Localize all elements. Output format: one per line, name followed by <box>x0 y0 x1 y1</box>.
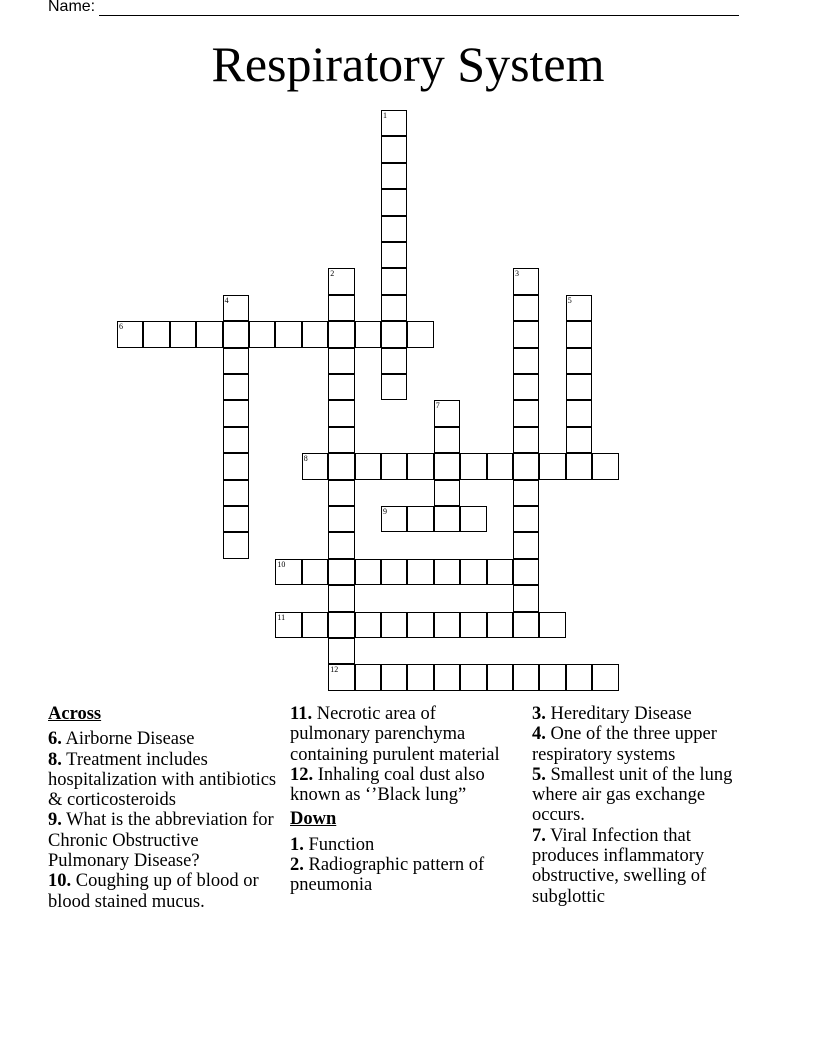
clue-item <box>532 765 762 826</box>
crossword-cell[interactable] <box>460 506 486 532</box>
crossword-cell[interactable] <box>355 321 381 347</box>
crossword-cell[interactable] <box>513 506 539 532</box>
crossword-cell[interactable] <box>302 453 328 479</box>
crossword-cell[interactable] <box>566 321 592 347</box>
crossword-cell[interactable] <box>170 321 196 347</box>
clue-item-number: 12. <box>290 764 314 785</box>
crossword-cell[interactable] <box>513 295 539 321</box>
crossword-cell[interactable] <box>381 664 407 690</box>
clue-item-number: 3. <box>532 704 546 724</box>
crossword-cell[interactable] <box>328 585 354 611</box>
clue-item <box>290 835 520 855</box>
across-clue-list <box>48 729 278 912</box>
crossword-cell[interactable] <box>381 348 407 374</box>
crossword-cell[interactable] <box>328 532 354 558</box>
clue-item <box>48 810 278 871</box>
crossword-cell[interactable] <box>487 559 513 585</box>
crossword-cell[interactable] <box>381 242 407 268</box>
crossword-cell[interactable] <box>223 453 249 479</box>
crossword-cell[interactable] <box>328 295 354 321</box>
crossword-cell[interactable] <box>381 163 407 189</box>
clue-item-number: 8. <box>48 749 62 770</box>
crossword-cell[interactable] <box>434 400 460 426</box>
across-clue-list-continued <box>290 704 520 805</box>
crossword-cell[interactable] <box>539 664 565 690</box>
down-clue-list <box>290 835 520 896</box>
clue-number: 6 <box>119 322 123 332</box>
crossword-cell[interactable] <box>513 532 539 558</box>
crossword-cell[interactable] <box>223 480 249 506</box>
clue-item-text: Radiographic pattern of pneumonia <box>290 855 485 896</box>
crossword-cell[interactable] <box>434 664 460 690</box>
crossword-cell[interactable] <box>328 453 354 479</box>
clue-item <box>48 871 278 912</box>
clue-item-number: 9. <box>48 810 62 831</box>
clue-item-text: Viral Infection that produces inflammatory obstructive, swelling of subglottic <box>532 825 707 907</box>
clue-item-number: 2. <box>290 855 304 876</box>
crossword-cell[interactable] <box>328 268 354 294</box>
crossword-cell[interactable] <box>407 664 433 690</box>
crossword-cell[interactable] <box>434 612 460 638</box>
clue-number: 2 <box>330 269 335 279</box>
clue-item-text: Inhaling coal dust also known as ‘’Black lung” <box>290 764 485 806</box>
crossword-cell[interactable] <box>223 295 249 321</box>
crossword-cell[interactable] <box>513 453 539 479</box>
crossword-cell[interactable] <box>275 321 301 347</box>
down-clue-list-continued <box>532 704 762 907</box>
crossword-cell[interactable] <box>513 559 539 585</box>
crossword-cell[interactable] <box>487 453 513 479</box>
name-label: Name: <box>48 0 96 15</box>
crossword-cell[interactable] <box>566 664 592 690</box>
clue-item <box>48 729 278 749</box>
crossword-cell[interactable] <box>117 321 143 347</box>
crossword-cell[interactable] <box>460 453 486 479</box>
crossword-cell[interactable] <box>328 638 354 664</box>
clue-item <box>532 724 762 765</box>
crossword-cell[interactable] <box>328 559 354 585</box>
crossword-cell[interactable] <box>460 612 486 638</box>
crossword-cell[interactable] <box>302 321 328 347</box>
crossword-cell[interactable] <box>328 321 354 347</box>
crossword-cell[interactable] <box>566 348 592 374</box>
crossword-cell[interactable] <box>592 453 618 479</box>
crossword-cell[interactable] <box>381 216 407 242</box>
clue-number: 11 <box>277 612 286 622</box>
crossword-cell[interactable] <box>434 427 460 453</box>
crossword-cell[interactable] <box>223 506 249 532</box>
crossword-cell[interactable] <box>302 612 328 638</box>
crossword-cell[interactable] <box>223 321 249 347</box>
crossword-cell[interactable] <box>223 427 249 453</box>
crossword-cell[interactable] <box>328 400 354 426</box>
clue-item <box>48 750 278 811</box>
crossword-cell[interactable] <box>381 268 407 294</box>
clue-item-number: 4. <box>532 724 546 745</box>
crossword-cell[interactable] <box>407 506 433 532</box>
clue-number: 10 <box>277 559 286 569</box>
crossword-cell[interactable] <box>381 295 407 321</box>
crossword-cell[interactable] <box>539 612 565 638</box>
crossword-cell[interactable] <box>566 453 592 479</box>
clues-column-2 <box>290 704 520 896</box>
crossword-cell[interactable] <box>328 374 354 400</box>
crossword-cell[interactable] <box>513 480 539 506</box>
crossword-cell[interactable] <box>249 321 275 347</box>
clue-item-number: 10. <box>48 871 72 892</box>
crossword-cell[interactable] <box>381 506 407 532</box>
clue-number: 1 <box>383 111 387 120</box>
clue-item-text: One of the three upper respiratory systems <box>532 724 717 765</box>
crossword-cell[interactable] <box>513 374 539 400</box>
crossword-cell[interactable] <box>381 559 407 585</box>
clue-item-number: 6. <box>48 729 62 750</box>
clue-number: 4 <box>224 295 229 305</box>
clue-item-text: Function <box>308 834 375 855</box>
crossword-cell[interactable] <box>143 321 169 347</box>
across-heading: Across <box>48 704 102 724</box>
crossword-cell[interactable] <box>513 612 539 638</box>
page-title: Respiratory System <box>211 36 605 92</box>
clue-item-text: Necrotic area of pulmonary parenchyma containing purulent material <box>290 704 500 765</box>
clue-item-text: Hereditary Disease <box>550 704 692 724</box>
down-heading: Down <box>290 809 337 830</box>
clue-item <box>290 855 520 896</box>
clue-item <box>532 704 762 724</box>
crossword-cell[interactable] <box>566 374 592 400</box>
crossword-cell[interactable] <box>407 559 433 585</box>
crossword-cell[interactable] <box>592 664 618 690</box>
crossword-cell[interactable] <box>355 612 381 638</box>
clue-number: 3 <box>515 269 519 279</box>
crossword-cell[interactable] <box>513 400 539 426</box>
crossword-cell[interactable] <box>407 321 433 347</box>
crossword-cell[interactable] <box>302 559 328 585</box>
crossword-cell[interactable] <box>381 110 407 136</box>
crossword-cell[interactable] <box>566 427 592 453</box>
clue-number: 8 <box>303 454 308 464</box>
crossword-cell[interactable] <box>328 427 354 453</box>
crossword-cell[interactable] <box>381 136 407 162</box>
crossword-cell[interactable] <box>487 664 513 690</box>
crossword-cell[interactable] <box>328 664 354 690</box>
crossword-cell[interactable] <box>513 348 539 374</box>
crossword-cell[interactable] <box>355 453 381 479</box>
crossword-cell[interactable] <box>434 453 460 479</box>
clues-column-1 <box>48 704 278 912</box>
crossword-cell[interactable] <box>566 295 592 321</box>
clue-number: 7 <box>435 401 440 411</box>
crossword-cell[interactable] <box>513 664 539 690</box>
crossword-cell[interactable] <box>223 400 249 426</box>
crossword-cell[interactable] <box>223 532 249 558</box>
crossword-cell[interactable] <box>460 664 486 690</box>
crossword-cell[interactable] <box>328 612 354 638</box>
clue-item-text: Coughing up of blood or blood stained mucus. <box>48 871 259 912</box>
clue-item-number: 1. <box>290 834 304 855</box>
crossword-cell[interactable] <box>381 453 407 479</box>
clue-number: 12 <box>330 665 339 675</box>
crossword-cell[interactable] <box>275 612 301 638</box>
crossword-cell[interactable] <box>275 559 301 585</box>
clue-item-number: 11. <box>290 704 313 724</box>
clue-number: 9 <box>383 507 387 516</box>
crossword-cell[interactable] <box>460 559 486 585</box>
crossword-cell[interactable] <box>434 480 460 506</box>
clue-item <box>290 704 520 765</box>
clue-item-number: 5. <box>532 764 546 785</box>
crossword-cell[interactable] <box>381 374 407 400</box>
crossword-cell[interactable] <box>566 400 592 426</box>
crossword-cell[interactable] <box>487 612 513 638</box>
crossword-cell[interactable] <box>513 427 539 453</box>
crossword-cell[interactable] <box>513 321 539 347</box>
crossword-cell[interactable] <box>381 612 407 638</box>
clues-column-3 <box>532 704 762 907</box>
crossword-cell[interactable] <box>381 321 407 347</box>
crossword-cell[interactable] <box>539 453 565 479</box>
clue-item <box>532 826 762 907</box>
crossword-cell[interactable] <box>407 612 433 638</box>
crossword-cell[interactable] <box>223 348 249 374</box>
clue-number: 5 <box>567 295 572 305</box>
crossword-cell[interactable] <box>196 321 222 347</box>
crossword-cell[interactable] <box>434 559 460 585</box>
crossword-cell[interactable] <box>223 374 249 400</box>
clue-item-text: Airborne Disease <box>65 729 195 750</box>
crossword-cell[interactable] <box>513 268 539 294</box>
crossword-cell[interactable] <box>381 189 407 215</box>
clue-item-text: Smallest unit of the lung where air gas exchange occurs. <box>532 764 733 826</box>
clue-item <box>290 765 520 806</box>
crossword-cell[interactable] <box>328 348 354 374</box>
crossword-cell[interactable] <box>407 453 433 479</box>
crossword-cell[interactable] <box>328 480 354 506</box>
crossword-cell[interactable] <box>328 506 354 532</box>
crossword-cell[interactable] <box>434 506 460 532</box>
crossword-cell[interactable] <box>513 585 539 611</box>
crossword-cell[interactable] <box>355 664 381 690</box>
clue-item-number: 7. <box>532 825 546 846</box>
clue-item-text: Treatment includes hospitalization with antibiotics & corticosteroids <box>48 749 277 811</box>
crossword-cell[interactable] <box>355 559 381 585</box>
clue-item-text: What is the abbreviation for Chronic Obstructive Pulmonary Disease? <box>48 810 274 872</box>
